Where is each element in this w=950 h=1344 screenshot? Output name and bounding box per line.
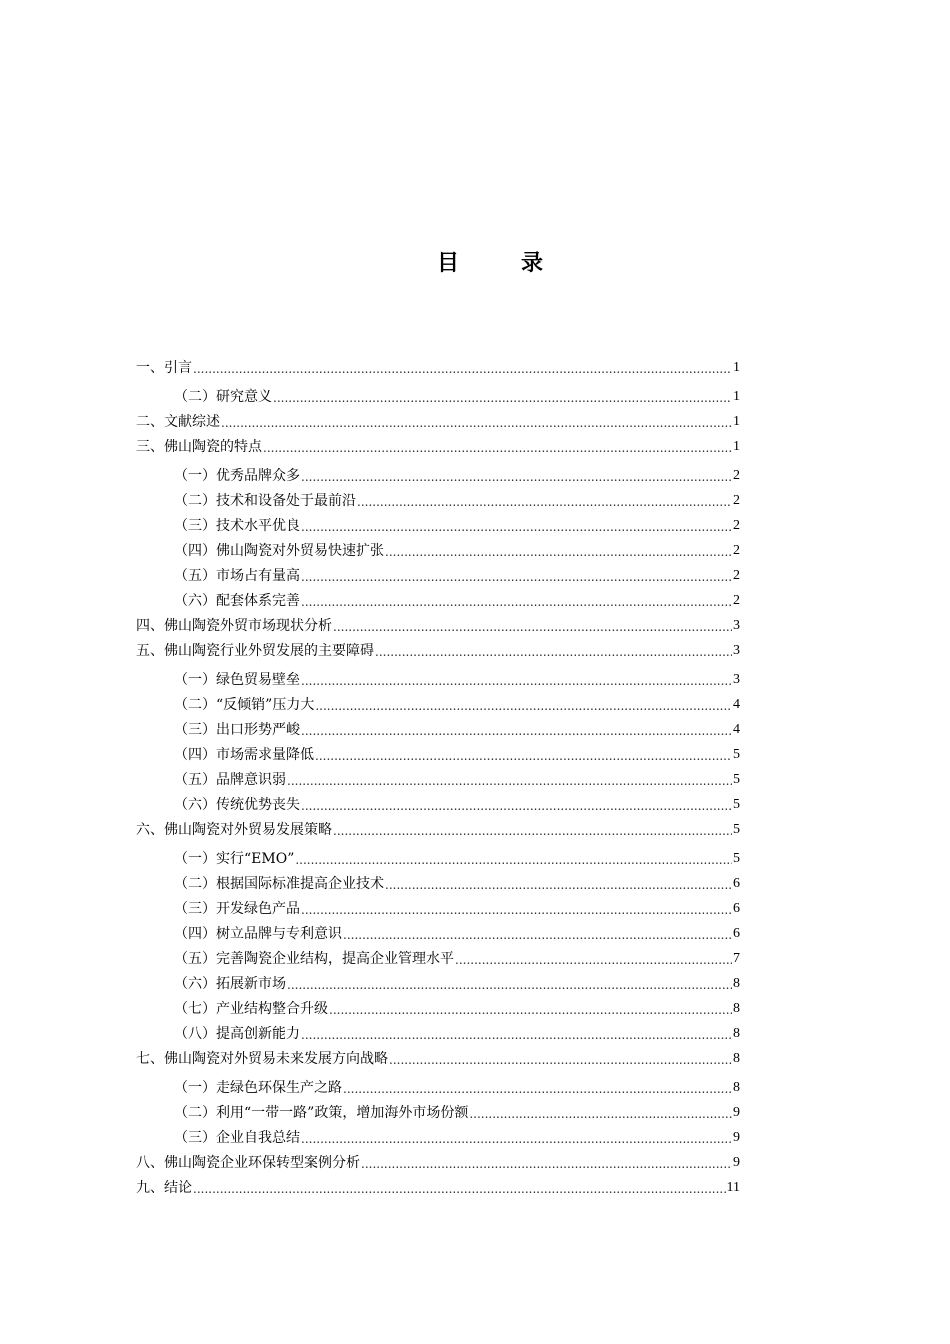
toc-dot-leader bbox=[385, 545, 732, 559]
toc-entry-label: （一）优秀品牌众多 bbox=[174, 468, 300, 484]
toc-entry-label: 二、文献综述 bbox=[136, 414, 220, 430]
toc-dot-leader bbox=[329, 1003, 732, 1017]
toc-dot-leader bbox=[301, 520, 732, 534]
toc-entry-page-number: 6 bbox=[733, 926, 740, 941]
toc-entry-label: （二）技术和设备处于最前沿 bbox=[174, 493, 356, 509]
toc-entry-label: （一）实行“EMO” bbox=[174, 851, 295, 867]
toc-dot-leader bbox=[301, 724, 732, 738]
toc-dot-leader bbox=[333, 824, 732, 838]
toc-entry[interactable] bbox=[136, 1043, 740, 1068]
toc-entry-label: 五、佛山陶瓷行业外贸发展的主要障碍 bbox=[136, 643, 374, 659]
toc-dot-leader bbox=[469, 1107, 732, 1121]
toc-dot-leader bbox=[193, 362, 732, 376]
toc-entry-label: （一）绿色贸易壁垒 bbox=[174, 672, 300, 688]
toc-entry-page-number: 5 bbox=[733, 797, 740, 812]
toc-dot-leader bbox=[221, 416, 732, 430]
toc-entry-page-number: 1 bbox=[733, 439, 740, 454]
toc-entry-page-number: 1 bbox=[733, 414, 740, 429]
toc-entry-label: （五）市场占有量高 bbox=[174, 568, 300, 584]
toc-entry[interactable] bbox=[136, 918, 740, 943]
toc-entry[interactable] bbox=[136, 535, 740, 560]
toc-entry-label: （五）品牌意识弱 bbox=[174, 772, 286, 788]
toc-entry-page-number: 2 bbox=[733, 518, 740, 533]
toc-dot-leader bbox=[301, 799, 732, 813]
toc-entry-page-number: 5 bbox=[733, 851, 740, 866]
toc-dot-leader bbox=[343, 1082, 732, 1096]
toc-entry-label: （六）传统优势丧失 bbox=[174, 797, 300, 813]
toc-entry-label: （二）“反倾销”压力大 bbox=[174, 697, 315, 713]
toc-dot-leader bbox=[301, 470, 732, 484]
toc-entry[interactable] bbox=[136, 993, 740, 1018]
toc-dot-leader bbox=[273, 391, 732, 405]
toc-entry[interactable] bbox=[136, 893, 740, 918]
toc-entry[interactable] bbox=[136, 456, 740, 485]
toc-entry-label: （二）研究意义 bbox=[174, 389, 272, 405]
toc-entry-page-number: 5 bbox=[733, 747, 740, 762]
toc-entry-label: （六）拓展新市场 bbox=[174, 976, 286, 992]
toc-entry-label: （七）产业结构整合升级 bbox=[174, 1001, 328, 1017]
toc-entry-label: （八）提高创新能力 bbox=[174, 1026, 300, 1042]
toc-entry[interactable] bbox=[136, 485, 740, 510]
toc-entry-label: 六、佛山陶瓷对外贸易发展策略 bbox=[136, 822, 332, 838]
toc-dot-leader bbox=[301, 1028, 732, 1042]
toc-dot-leader bbox=[287, 774, 732, 788]
toc-entry[interactable] bbox=[136, 764, 740, 789]
toc-dot-leader bbox=[301, 570, 732, 584]
toc-entry[interactable] bbox=[136, 814, 740, 839]
toc-entry-page-number: 2 bbox=[733, 468, 740, 483]
toc-entry-page-number: 3 bbox=[733, 672, 740, 687]
toc-entry-label: （三）开发绿色产品 bbox=[174, 901, 300, 917]
toc-dot-leader bbox=[455, 953, 732, 967]
toc-dot-leader bbox=[193, 1182, 726, 1196]
toc-dot-leader bbox=[301, 674, 732, 688]
toc-dot-leader bbox=[357, 495, 732, 509]
toc-dot-leader bbox=[301, 903, 732, 917]
toc-entry-page-number: 6 bbox=[733, 901, 740, 916]
toc-dot-leader bbox=[389, 1053, 732, 1067]
toc-entry-page-number: 9 bbox=[733, 1130, 740, 1145]
toc-entry-label: （四）树立品牌与专利意识 bbox=[174, 926, 342, 942]
toc-dot-leader bbox=[301, 595, 732, 609]
toc-dot-leader bbox=[301, 1132, 732, 1146]
toc-entry-label: 九、结论 bbox=[136, 1180, 192, 1196]
toc-dot-leader bbox=[361, 1157, 732, 1171]
toc-entry-label: （五）完善陶瓷企业结构，提高企业管理水平 bbox=[174, 951, 454, 967]
toc-entry[interactable] bbox=[136, 968, 740, 993]
toc-entry-page-number: 2 bbox=[733, 493, 740, 508]
toc-entry-page-number: 6 bbox=[733, 876, 740, 891]
toc-entry-label: 一、引言 bbox=[136, 360, 192, 376]
toc-entry[interactable] bbox=[136, 431, 740, 456]
toc-entry-label: （四）市场需求量降低 bbox=[174, 747, 314, 763]
toc-entry-page-number: 2 bbox=[733, 568, 740, 583]
toc-entry-page-number: 11 bbox=[726, 1180, 740, 1195]
toc-entry-label: （四）佛山陶瓷对外贸易快速扩张 bbox=[174, 543, 384, 559]
toc-entry-label: 四、佛山陶瓷外贸市场现状分析 bbox=[136, 618, 332, 634]
toc-dot-leader bbox=[385, 878, 732, 892]
toc-dot-leader bbox=[287, 978, 732, 992]
toc-entry-label: （六）配套体系完善 bbox=[174, 593, 300, 609]
toc-entry[interactable] bbox=[136, 1147, 740, 1172]
toc-entry-label: （三）出口形势严峻 bbox=[174, 722, 300, 738]
toc-entry[interactable] bbox=[136, 943, 740, 968]
toc-entry-page-number: 8 bbox=[733, 1026, 740, 1041]
toc-entry[interactable] bbox=[136, 660, 740, 689]
toc-entry-page-number: 8 bbox=[733, 1080, 740, 1095]
toc-entry[interactable] bbox=[136, 714, 740, 739]
toc-entry-page-number: 5 bbox=[733, 772, 740, 787]
toc-entry[interactable] bbox=[136, 1097, 740, 1122]
toc-entry-page-number: 3 bbox=[733, 643, 740, 658]
toc-entry[interactable] bbox=[136, 635, 740, 660]
toc-entry[interactable] bbox=[136, 868, 740, 893]
toc-entry-page-number: 9 bbox=[733, 1105, 740, 1120]
toc-entry-page-number: 8 bbox=[733, 1051, 740, 1066]
toc-entry[interactable] bbox=[136, 1068, 740, 1097]
toc-title: 目 录 bbox=[436, 250, 563, 276]
table-of-contents bbox=[136, 352, 740, 1197]
toc-entry[interactable] bbox=[136, 739, 740, 764]
toc-dot-leader bbox=[343, 928, 732, 942]
toc-entry-page-number: 1 bbox=[733, 360, 740, 375]
toc-entry[interactable] bbox=[136, 1122, 740, 1147]
toc-entry-page-number: 7 bbox=[733, 951, 740, 966]
toc-entry[interactable] bbox=[136, 585, 740, 610]
toc-dot-leader bbox=[315, 749, 732, 763]
toc-entry-label: （三）企业自我总结 bbox=[174, 1130, 300, 1146]
toc-dot-leader bbox=[333, 620, 732, 634]
toc-entry-label: （二）根据国际标准提高企业技术 bbox=[174, 876, 384, 892]
toc-entry[interactable] bbox=[136, 1172, 740, 1197]
toc-entry[interactable] bbox=[136, 560, 740, 585]
toc-entry-label: 三、佛山陶瓷的特点 bbox=[136, 439, 262, 455]
toc-entry[interactable] bbox=[136, 1018, 740, 1043]
toc-dot-leader bbox=[295, 853, 732, 867]
toc-entry-page-number: 3 bbox=[733, 618, 740, 633]
toc-entry[interactable] bbox=[136, 510, 740, 535]
toc-entry-label: （一）走绿色环保生产之路 bbox=[174, 1080, 342, 1096]
toc-entry-label: 七、佛山陶瓷对外贸易未来发展方向战略 bbox=[136, 1051, 388, 1067]
toc-entry-label: 八、佛山陶瓷企业环保转型案例分析 bbox=[136, 1155, 360, 1171]
toc-dot-leader bbox=[263, 441, 732, 455]
toc-entry-page-number: 5 bbox=[733, 822, 740, 837]
toc-entry[interactable] bbox=[136, 377, 740, 406]
toc-entry-label: （二）利用“一带一路”政策，增加海外市场份额 bbox=[174, 1105, 469, 1121]
toc-entry-page-number: 4 bbox=[733, 722, 740, 737]
toc-entry[interactable] bbox=[136, 689, 740, 714]
toc-entry-page-number: 4 bbox=[733, 697, 740, 712]
toc-entry-page-number: 2 bbox=[733, 543, 740, 558]
toc-entry[interactable] bbox=[136, 352, 740, 377]
toc-entry-page-number: 9 bbox=[733, 1155, 740, 1170]
toc-entry-page-number: 1 bbox=[733, 389, 740, 404]
toc-entry-page-number: 8 bbox=[733, 1001, 740, 1016]
toc-entry[interactable] bbox=[136, 839, 740, 868]
toc-dot-leader bbox=[315, 699, 732, 713]
toc-entry-label: （三）技术水平优良 bbox=[174, 518, 300, 534]
toc-entry-page-number: 2 bbox=[733, 593, 740, 608]
toc-entry-page-number: 8 bbox=[733, 976, 740, 991]
toc-entry[interactable] bbox=[136, 610, 740, 635]
toc-dot-leader bbox=[375, 645, 732, 659]
toc-entry[interactable] bbox=[136, 406, 740, 431]
toc-entry[interactable] bbox=[136, 789, 740, 814]
